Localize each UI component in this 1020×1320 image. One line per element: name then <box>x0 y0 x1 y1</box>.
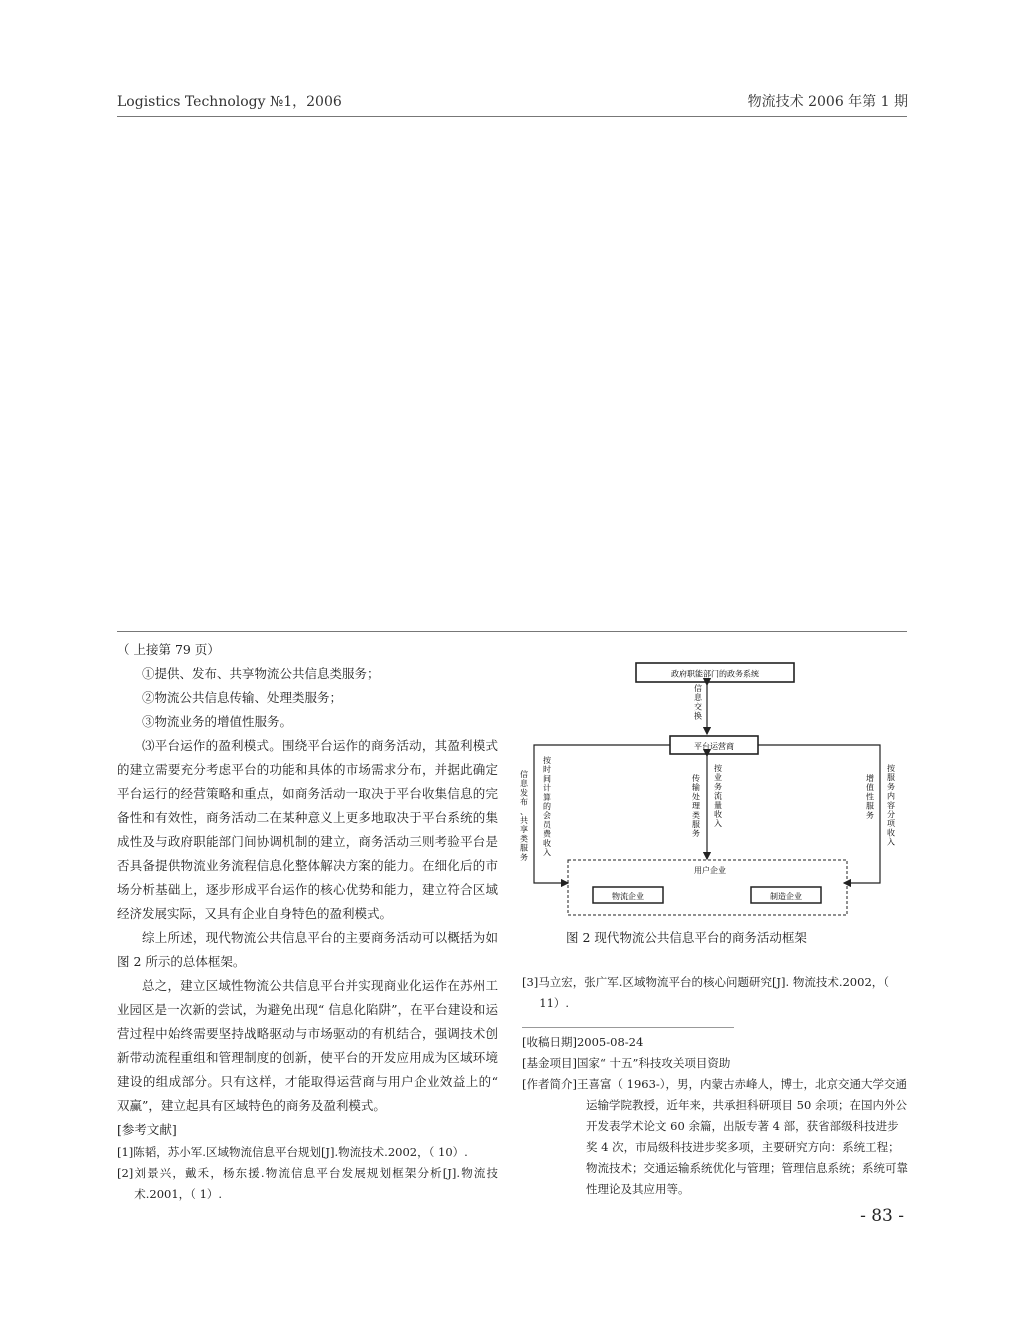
gov-system-label: 政府职能部门的政务系统 <box>671 669 759 679</box>
continued-note: （ 上接第 79 页） <box>117 642 220 657</box>
info-exchange-label: 信息交换 <box>694 684 702 721</box>
middle-left-label: 传输处理类服务 <box>692 774 700 839</box>
right-column <box>522 972 908 1014</box>
left-outer-label: 信息发布、共享类服务 <box>520 770 528 862</box>
right-service-arrow <box>758 745 880 883</box>
footnote-rule <box>522 1027 734 1028</box>
received-date: [收稿日期]2005-08-24 <box>522 1035 644 1049</box>
paragraph: 总之，建立区域性物流公共信息平台并实现商业化运作在苏州工业园区是一次新的尝试，为避免出现“ 信息化陷阱”，在平台建设和运营过程中始终需要坚持战略驱动与市场驱动的有机结合，强调技术创新带动流程重组和管理制度的创新，使平台的开发应用成为区域环境建设的组成部分。只有这样，才能取得运营商与用户企业效益上的“ 双赢”，建立起具有区域特色的商务及盈利模式。 <box>117 978 498 1113</box>
left-column <box>117 638 498 1205</box>
right-inner-label: 增值性服务 <box>866 774 874 820</box>
paragraph: ⑶平台运作的盈利模式。围绕平台运作的商务活动，其盈利模式的建立需要充分考虑平台的功能和具体的市场需求分布，并据此确定平台运行的经营策略和重点，如商务活动一取决于平台收集信息的完备性和有效性，商务活动二在某种意义上更多地取决于平台系统的集成性及与政府职能部门间协调机制的建立，商务活动三则考验平台是否具备提供物流业务流程信息化整体解决方案的能力。在细化后的市场分析基础上，逐步形成平台运作的核心优势和能力，建立符合区域经济发展实际，又具有企业自身特色的盈利模式。 <box>117 738 498 921</box>
left-service-arrow <box>534 745 670 883</box>
figure-2-diagram <box>514 655 914 920</box>
logistics-enterprise-label: 物流企业 <box>612 892 644 901</box>
header-rule <box>117 116 907 117</box>
journal-header-right: 物流技术 2006 年第 1 期 <box>747 94 908 110</box>
manufacturing-enterprise-label: 制造企业 <box>770 892 802 901</box>
author-bio: [作者简介]王喜富（ 1963-），男，内蒙古赤峰人，博士，北京交通大学交通运输学院教授，近年来，共承担科研项目 50 余项；在国内外公开发表学术论文 60 余篇，出版专著 4 部，获省部级科技进步奖 4 次，市局级科技进步奖多项，主要研究方向：系统工程；物流技术；交通运输系统优化与管理；管理信息系统；系统可靠性理论及其应用等。 <box>522 1077 908 1196</box>
reference-item: [2]刘景兴，戴禾，杨东援.物流信息平台发展规划框架分析[J].物流技术.2001，（ 1）. <box>117 1166 498 1201</box>
reference-item: [1]陈韬，苏小军.区域物流信息平台规划[J].物流技术.2002，（ 10）. <box>117 1145 468 1159</box>
user-enterprise-label: 用户企业 <box>694 866 726 875</box>
right-outer-label: 按服务内容分项收入 <box>887 764 895 847</box>
fund-project: [基金项目]国家“ 十五”科技攻关项目资助 <box>522 1056 731 1070</box>
figure-caption: 图 2 现代物流公共信息平台的商务活动框架 <box>566 930 807 945</box>
operator-label: 平台运营商 <box>694 742 734 751</box>
article-notes <box>522 1032 908 1200</box>
page-number: - 83 - <box>860 1206 904 1226</box>
left-inner-label: 按时间计算的会员费收入 <box>543 756 551 857</box>
paragraph: 综上所述，现代物流公共信息平台的主要商务活动可以概括为如图 2 所示的总体框架。 <box>117 930 498 969</box>
list-item: ③物流业务的增值性服务。 <box>142 714 293 729</box>
list-item: ①提供、发布、共享物流公共信息类服务； <box>142 666 380 681</box>
list-item: ②物流公共信息传输、处理类服务； <box>142 690 343 705</box>
section-rule <box>117 631 907 632</box>
reference-item: [3]马立宏，张广军.区域物流平台的核心问题研究[J]. 物流技术.2002，（ 11）. <box>522 975 890 1010</box>
middle-right-label: 按业务流量收入 <box>714 764 722 829</box>
references-title: [参考文献] <box>117 1122 177 1137</box>
journal-header-left: Logistics Technology №1，2006 <box>117 94 342 110</box>
